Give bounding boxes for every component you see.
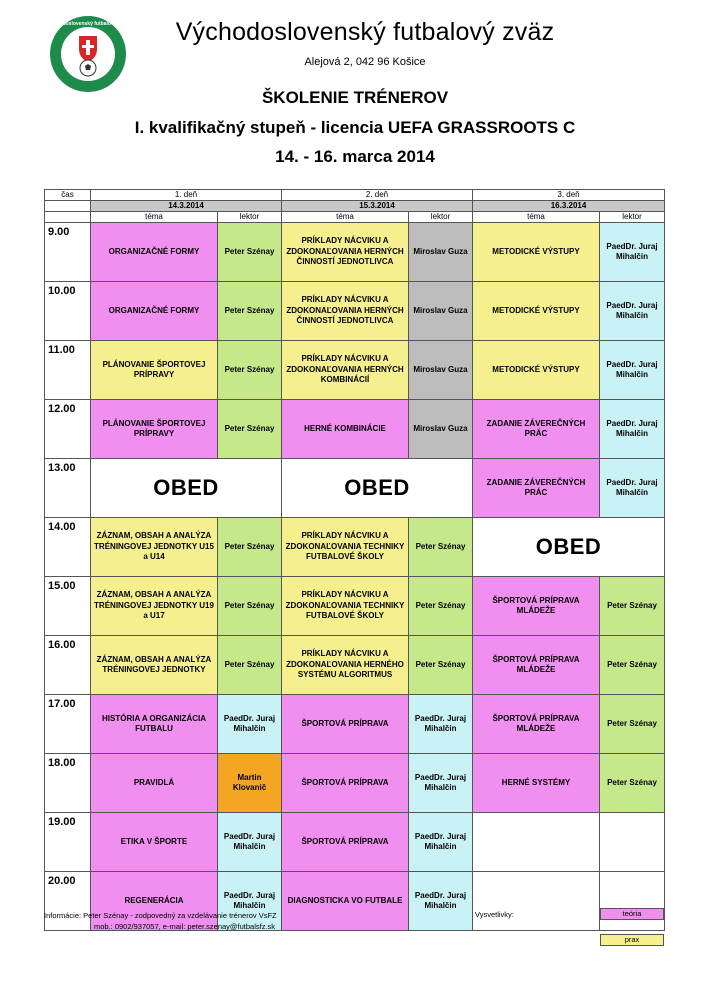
table-row	[45, 518, 665, 577]
lecturer-cell: Peter Szénay	[409, 577, 473, 636]
page-subtitle: I. kvalifikačný stupeň - licencia UEFA GRASSROOTS C	[134, 118, 576, 137]
course-dates: 14. - 16. marca 2014	[275, 147, 435, 166]
topic-cell: PRÍKLADY NÁCVIKU A ZDOKONAĽOVANIA HERNÝCH ČINNOSTÍ JEDNOTLIVCA	[282, 223, 409, 282]
org-address: Alejová 2, 042 96 Košice	[304, 56, 426, 68]
lecturer-cell: Peter Szénay	[218, 282, 282, 341]
lecturer-cell: PaedDr. Juraj Mihalčin	[218, 872, 282, 931]
day-3-lektor-header: lektor	[600, 212, 665, 223]
topic-cell: PRAVIDLÁ	[91, 754, 218, 813]
lecturer-cell: Miroslav Guza	[409, 341, 473, 400]
lunch-break: OBED	[473, 518, 665, 577]
lecturer-cell: Miroslav Guza	[409, 282, 473, 341]
topic-cell: ZADANIE ZÁVEREČNÝCH PRÁC	[473, 459, 600, 518]
table-row	[45, 577, 665, 636]
lecturer-cell: PaedDr. Juraj Mihalčin	[600, 459, 665, 518]
time-slot: 17.00	[45, 695, 91, 754]
time-header-blank	[45, 212, 91, 223]
lecturer-cell: Peter Szénay	[600, 695, 665, 754]
topic-cell: ŠPORTOVÁ PRÍPRAVA MLÁDEŽE	[473, 695, 600, 754]
table-row	[45, 400, 665, 459]
lecturer-cell: Peter Szénay	[600, 754, 665, 813]
lecturer-cell: Peter Szénay	[218, 636, 282, 695]
lecturer-cell: Peter Szénay	[218, 223, 282, 282]
lunch-break: OBED	[91, 459, 282, 518]
day-3-date: 16.3.2014	[473, 201, 665, 212]
lecturer-cell: Peter Szénay	[409, 636, 473, 695]
table-row	[45, 459, 665, 518]
time-slot: 13.00	[45, 459, 91, 518]
topic-cell: ŠPORTOVÁ PRÍPRAVA	[282, 813, 409, 872]
topic-cell: PRÍKLADY NÁCVIKU A ZDOKONAĽOVANIA TECHNIKY FUTBALOVÉ ŠKOLY	[282, 518, 409, 577]
time-slot: 15.00	[45, 577, 91, 636]
topic-cell: DIAGNOSTICKA VO FUTBALE	[282, 872, 409, 931]
time-header: čas	[45, 190, 91, 201]
topic-cell: METODICKÉ VÝSTUPY	[473, 341, 600, 400]
lecturer-cell: Peter Szénay	[409, 518, 473, 577]
legend-teoria: teória	[600, 908, 664, 920]
lunch-break: OBED	[282, 459, 473, 518]
topic-cell: ETIKA V ŠPORTE	[91, 813, 218, 872]
header-row-dates	[45, 201, 665, 212]
day-1-lektor-header: lektor	[218, 212, 282, 223]
lecturer-cell: PaedDr. Juraj Mihalčin	[600, 282, 665, 341]
table-row	[45, 223, 665, 282]
topic-cell: ZÁZNAM, OBSAH A ANALÝZA TRÉNINGOVEJ JEDNOTKY U19 a U17	[91, 577, 218, 636]
table-row	[45, 282, 665, 341]
lecturer-cell: PaedDr. Juraj Mihalčin	[600, 400, 665, 459]
day-2-header: 2. deň	[282, 190, 473, 201]
topic-cell: PRÍKLADY NÁCVIKU A ZDOKONAĽOVANIA HERNÝCH ČINNOSTÍ JEDNOTLIVCA	[282, 282, 409, 341]
lecturer-cell: Miroslav Guza	[409, 400, 473, 459]
topic-cell: REGENERÁCIA	[91, 872, 218, 931]
topic-cell: HISTÓRIA A ORGANIZÁCIA FUTBALU	[91, 695, 218, 754]
org-name: Východoslovenský futbalový zväz	[175, 18, 555, 46]
lecturer-cell: Peter Szénay	[600, 636, 665, 695]
day-1-date: 14.3.2014	[91, 201, 282, 212]
footer-info	[44, 910, 277, 932]
table-row	[45, 695, 665, 754]
vsfz-logo	[45, 14, 131, 94]
schedule-table	[44, 189, 665, 931]
time-slot: 19.00	[45, 813, 91, 872]
day-2-date: 15.3.2014	[282, 201, 473, 212]
day-2-tema-header: téma	[282, 212, 409, 223]
contact-line: Informácie: Peter Szénay - zodpovedný za vzdelávanie trénerov VsFZ	[44, 911, 277, 920]
day-2-lektor-header: lektor	[409, 212, 473, 223]
day-1-tema-header: téma	[91, 212, 218, 223]
lecturer-cell: Peter Szénay	[218, 341, 282, 400]
header-row-columns	[45, 212, 665, 223]
empty-cell	[473, 872, 600, 931]
empty-cell	[473, 813, 600, 872]
topic-cell: ZÁZNAM, OBSAH A ANALÝZA TRÉNINGOVEJ JEDNOTKY	[91, 636, 218, 695]
legend-prax: prax	[600, 934, 664, 946]
lecturer-cell: PaedDr. Juraj Mihalčin	[600, 223, 665, 282]
page-title: ŠKOLENIE TRÉNEROV	[261, 88, 449, 107]
day-3-header: 3. deň	[473, 190, 665, 201]
table-row	[45, 754, 665, 813]
empty-cell	[600, 813, 665, 872]
topic-cell: PRÍKLADY NÁCVIKU A ZDOKONAĽOVANIA TECHNIKY FUTBALOVÉ ŠKOLY	[282, 577, 409, 636]
lecturer-cell: PaedDr. Juraj Mihalčin	[409, 813, 473, 872]
topic-cell: PRÍKLADY NÁCVIKU A ZDOKONAĽOVANIA HERNÝCH KOMBINÁCIÍ	[282, 341, 409, 400]
topic-cell: ŠPORTOVÁ PRÍPRAVA	[282, 695, 409, 754]
lecturer-cell: Peter Szénay	[218, 400, 282, 459]
table-row	[45, 813, 665, 872]
header-row-days	[45, 190, 665, 201]
lecturer-cell: PaedDr. Juraj Mihalčin	[409, 695, 473, 754]
topic-cell: ORGANIZAČNÉ FORMY	[91, 223, 218, 282]
topic-cell: HERNÉ KOMBINÁCIE	[282, 400, 409, 459]
day-1-header: 1. deň	[91, 190, 282, 201]
time-slot: 11.00	[45, 341, 91, 400]
time-slot: 20.00	[45, 872, 91, 931]
lecturer-cell: PaedDr. Juraj Mihalčin	[409, 872, 473, 931]
lecturer-cell: PaedDr. Juraj Mihalčin	[218, 813, 282, 872]
lecturer-cell: Peter Szénay	[218, 577, 282, 636]
lecturer-cell: PaedDr. Juraj Mihalčin	[409, 754, 473, 813]
time-slot: 10.00	[45, 282, 91, 341]
topic-cell: ORGANIZAČNÉ FORMY	[91, 282, 218, 341]
lecturer-cell: Miroslav Guza	[409, 223, 473, 282]
legend-label: Vysvetlivky:	[475, 910, 514, 919]
topic-cell: PLÁNOVANIE ŠPORTOVEJ PRÍPRAVY	[91, 341, 218, 400]
topic-cell: ZADANIE ZÁVEREČNÝCH PRÁC	[473, 400, 600, 459]
lecturer-cell: PaedDr. Juraj Mihalčin	[600, 341, 665, 400]
day-3-tema-header: téma	[473, 212, 600, 223]
lecturer-cell: Peter Szénay	[218, 518, 282, 577]
table-row	[45, 636, 665, 695]
logo-text: Východoslovenský futbalový zväz	[47, 21, 129, 27]
lecturer-cell: Peter Szénay	[600, 577, 665, 636]
topic-cell: PRÍKLADY NÁCVIKU A ZDOKONAĽOVANIA HERNÉHO SYSTÉMU ALGORITMUS	[282, 636, 409, 695]
time-slot: 18.00	[45, 754, 91, 813]
topic-cell: PLÁNOVANIE ŠPORTOVEJ PRÍPRAVY	[91, 400, 218, 459]
lecturer-cell: PaedDr. Juraj Mihalčin	[218, 695, 282, 754]
topic-cell: METODICKÉ VÝSTUPY	[473, 282, 600, 341]
time-slot: 12.00	[45, 400, 91, 459]
contact-details: mob.: 0902/937057, e-mail: peter.szenay@futbalsfz.sk	[94, 922, 276, 931]
topic-cell: HERNÉ SYSTÉMY	[473, 754, 600, 813]
empty-cell	[600, 872, 665, 931]
topic-cell: ŠPORTOVÁ PRÍPRAVA	[282, 754, 409, 813]
topic-cell: ZÁZNAM, OBSAH A ANALÝZA TRÉNINGOVEJ JEDNOTKY U15 a U14	[91, 518, 218, 577]
topic-cell: METODICKÉ VÝSTUPY	[473, 223, 600, 282]
time-slot: 9.00	[45, 223, 91, 282]
topic-cell: ŠPORTOVÁ PRÍPRAVA MLÁDEŽE	[473, 636, 600, 695]
time-slot: 16.00	[45, 636, 91, 695]
time-slot: 14.00	[45, 518, 91, 577]
table-row	[45, 341, 665, 400]
topic-cell: ŠPORTOVÁ PRÍPRAVA MLÁDEŽE	[473, 577, 600, 636]
lecturer-cell: Martin Klovanič	[218, 754, 282, 813]
time-header-blank	[45, 201, 91, 212]
